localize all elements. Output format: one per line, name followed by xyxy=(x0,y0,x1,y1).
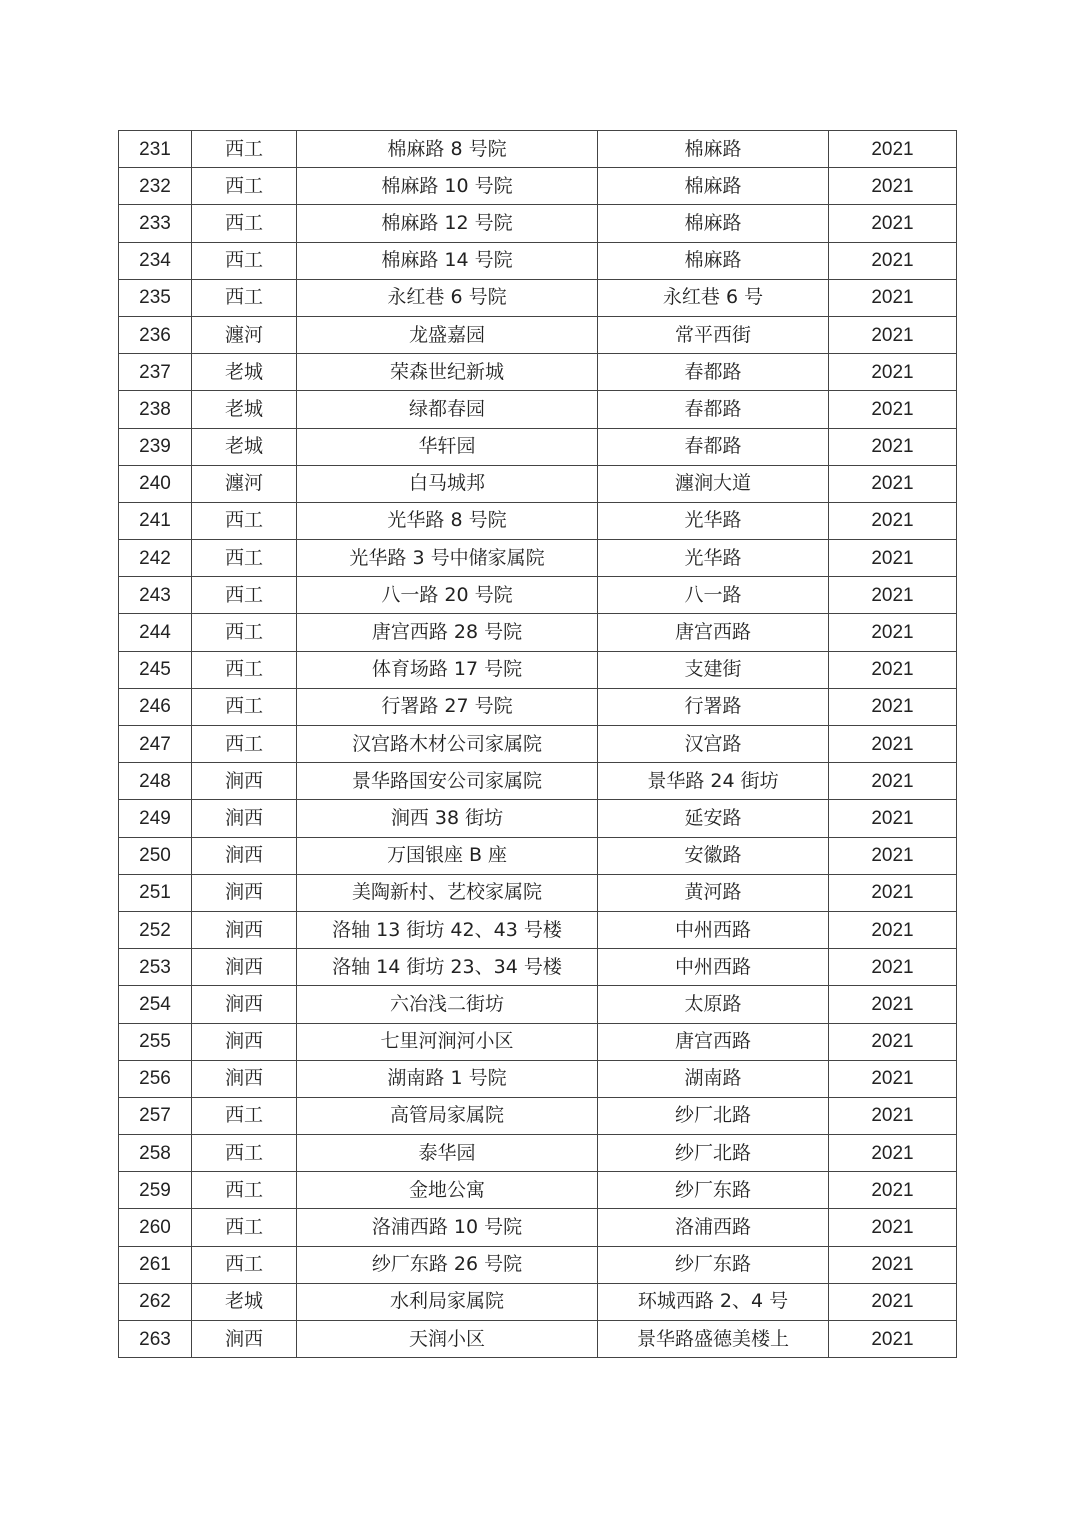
community-name-cell: 永红巷 6 号院 xyxy=(297,279,598,316)
district-cell: 涧西 xyxy=(192,1023,297,1060)
table-row xyxy=(119,614,957,651)
location-cell: 永红巷 6 号 xyxy=(598,279,829,316)
year-cell: 2021 xyxy=(829,279,957,316)
year-cell: 2021 xyxy=(829,1097,957,1134)
district-cell: 西工 xyxy=(192,1097,297,1134)
district-cell: 西工 xyxy=(192,168,297,205)
year-cell: 2021 xyxy=(829,502,957,539)
district-cell: 西工 xyxy=(192,577,297,614)
location-cell: 唐宫西路 xyxy=(598,614,829,651)
table-row xyxy=(119,1097,957,1134)
community-name-cell: 洛轴 13 街坊 42、43 号楼 xyxy=(297,911,598,948)
row-number-cell: 240 xyxy=(119,465,192,502)
table-row xyxy=(119,1135,957,1172)
year-cell: 2021 xyxy=(829,316,957,353)
location-cell: 中州西路 xyxy=(598,911,829,948)
table-row xyxy=(119,131,957,168)
location-cell: 中州西路 xyxy=(598,949,829,986)
row-number-cell: 261 xyxy=(119,1246,192,1283)
community-name-cell: 体育场路 17 号院 xyxy=(297,651,598,688)
row-number-cell: 235 xyxy=(119,279,192,316)
row-number-cell: 251 xyxy=(119,874,192,911)
location-cell: 唐宫西路 xyxy=(598,1023,829,1060)
location-cell: 环城西路 2、4 号 xyxy=(598,1283,829,1320)
location-cell: 湖南路 xyxy=(598,1060,829,1097)
location-cell: 棉麻路 xyxy=(598,242,829,279)
community-name-cell: 万国银座 B 座 xyxy=(297,837,598,874)
district-cell: 老城 xyxy=(192,1283,297,1320)
location-cell: 支建街 xyxy=(598,651,829,688)
community-name-cell: 棉麻路 14 号院 xyxy=(297,242,598,279)
location-cell: 太原路 xyxy=(598,986,829,1023)
community-name-cell: 金地公寓 xyxy=(297,1172,598,1209)
district-cell: 西工 xyxy=(192,205,297,242)
community-name-cell: 六冶浅二街坊 xyxy=(297,986,598,1023)
table-row xyxy=(119,1246,957,1283)
row-number-cell: 232 xyxy=(119,168,192,205)
row-number-cell: 234 xyxy=(119,242,192,279)
community-name-cell: 湖南路 1 号院 xyxy=(297,1060,598,1097)
community-name-cell: 华轩园 xyxy=(297,428,598,465)
district-cell: 西工 xyxy=(192,502,297,539)
community-name-cell: 洛轴 14 街坊 23、34 号楼 xyxy=(297,949,598,986)
table-row xyxy=(119,726,957,763)
community-name-cell: 泰华园 xyxy=(297,1135,598,1172)
community-name-cell: 光华路 8 号院 xyxy=(297,502,598,539)
community-name-cell: 行署路 27 号院 xyxy=(297,688,598,725)
row-number-cell: 242 xyxy=(119,540,192,577)
year-cell: 2021 xyxy=(829,651,957,688)
district-cell: 老城 xyxy=(192,391,297,428)
community-name-cell: 棉麻路 8 号院 xyxy=(297,131,598,168)
year-cell: 2021 xyxy=(829,577,957,614)
district-cell: 涧西 xyxy=(192,986,297,1023)
year-cell: 2021 xyxy=(829,949,957,986)
district-cell: 西工 xyxy=(192,131,297,168)
table-row xyxy=(119,242,957,279)
year-cell: 2021 xyxy=(829,614,957,651)
location-cell: 黄河路 xyxy=(598,874,829,911)
location-cell: 延安路 xyxy=(598,800,829,837)
location-cell: 纱厂北路 xyxy=(598,1135,829,1172)
row-number-cell: 250 xyxy=(119,837,192,874)
row-number-cell: 260 xyxy=(119,1209,192,1246)
year-cell: 2021 xyxy=(829,1023,957,1060)
location-cell: 景华路盛德美楼上 xyxy=(598,1321,829,1358)
district-cell: 涧西 xyxy=(192,1321,297,1358)
table-row xyxy=(119,205,957,242)
community-name-cell: 水利局家属院 xyxy=(297,1283,598,1320)
district-cell: 涧西 xyxy=(192,800,297,837)
location-cell: 棉麻路 xyxy=(598,205,829,242)
community-name-cell: 八一路 20 号院 xyxy=(297,577,598,614)
year-cell: 2021 xyxy=(829,986,957,1023)
row-number-cell: 255 xyxy=(119,1023,192,1060)
community-table xyxy=(118,130,957,1358)
location-cell: 八一路 xyxy=(598,577,829,614)
district-cell: 涧西 xyxy=(192,949,297,986)
year-cell: 2021 xyxy=(829,911,957,948)
row-number-cell: 237 xyxy=(119,354,192,391)
table-row xyxy=(119,168,957,205)
location-cell: 春都路 xyxy=(598,391,829,428)
community-name-cell: 棉麻路 12 号院 xyxy=(297,205,598,242)
row-number-cell: 248 xyxy=(119,763,192,800)
district-cell: 瀍河 xyxy=(192,465,297,502)
community-name-cell: 绿都春园 xyxy=(297,391,598,428)
community-name-cell: 唐宫西路 28 号院 xyxy=(297,614,598,651)
table-row xyxy=(119,540,957,577)
table-row xyxy=(119,1209,957,1246)
location-cell: 瀍涧大道 xyxy=(598,465,829,502)
row-number-cell: 249 xyxy=(119,800,192,837)
community-name-cell: 棉麻路 10 号院 xyxy=(297,168,598,205)
district-cell: 涧西 xyxy=(192,911,297,948)
location-cell: 纱厂东路 xyxy=(598,1246,829,1283)
location-cell: 洛浦西路 xyxy=(598,1209,829,1246)
row-number-cell: 246 xyxy=(119,688,192,725)
row-number-cell: 239 xyxy=(119,428,192,465)
location-cell: 纱厂北路 xyxy=(598,1097,829,1134)
year-cell: 2021 xyxy=(829,540,957,577)
community-name-cell: 洛浦西路 10 号院 xyxy=(297,1209,598,1246)
year-cell: 2021 xyxy=(829,131,957,168)
location-cell: 棉麻路 xyxy=(598,168,829,205)
year-cell: 2021 xyxy=(829,1060,957,1097)
row-number-cell: 258 xyxy=(119,1135,192,1172)
row-number-cell: 243 xyxy=(119,577,192,614)
community-name-cell: 景华路国安公司家属院 xyxy=(297,763,598,800)
table-row xyxy=(119,391,957,428)
table-row xyxy=(119,763,957,800)
row-number-cell: 247 xyxy=(119,726,192,763)
table-row xyxy=(119,1060,957,1097)
table-row xyxy=(119,837,957,874)
table-row xyxy=(119,874,957,911)
location-cell: 安徽路 xyxy=(598,837,829,874)
location-cell: 棉麻路 xyxy=(598,131,829,168)
table-row xyxy=(119,316,957,353)
table-row xyxy=(119,279,957,316)
community-name-cell: 龙盛嘉园 xyxy=(297,316,598,353)
year-cell: 2021 xyxy=(829,1246,957,1283)
district-cell: 西工 xyxy=(192,1172,297,1209)
district-cell: 涧西 xyxy=(192,874,297,911)
district-cell: 西工 xyxy=(192,1246,297,1283)
table-row xyxy=(119,986,957,1023)
community-name-cell: 汉宫路木材公司家属院 xyxy=(297,726,598,763)
location-cell: 汉宫路 xyxy=(598,726,829,763)
table-row xyxy=(119,354,957,391)
district-cell: 涧西 xyxy=(192,1060,297,1097)
row-number-cell: 245 xyxy=(119,651,192,688)
year-cell: 2021 xyxy=(829,1209,957,1246)
district-cell: 西工 xyxy=(192,726,297,763)
table-row xyxy=(119,1023,957,1060)
community-name-cell: 纱厂东路 26 号院 xyxy=(297,1246,598,1283)
row-number-cell: 257 xyxy=(119,1097,192,1134)
district-cell: 瀍河 xyxy=(192,316,297,353)
district-cell: 西工 xyxy=(192,540,297,577)
table-row xyxy=(119,1321,957,1358)
district-cell: 西工 xyxy=(192,651,297,688)
district-cell: 西工 xyxy=(192,688,297,725)
district-cell: 涧西 xyxy=(192,837,297,874)
table-row xyxy=(119,1283,957,1320)
year-cell: 2021 xyxy=(829,168,957,205)
year-cell: 2021 xyxy=(829,1172,957,1209)
row-number-cell: 253 xyxy=(119,949,192,986)
row-number-cell: 259 xyxy=(119,1172,192,1209)
location-cell: 春都路 xyxy=(598,354,829,391)
community-name-cell: 光华路 3 号中储家属院 xyxy=(297,540,598,577)
community-name-cell: 天润小区 xyxy=(297,1321,598,1358)
year-cell: 2021 xyxy=(829,763,957,800)
district-cell: 老城 xyxy=(192,354,297,391)
table-row xyxy=(119,911,957,948)
row-number-cell: 263 xyxy=(119,1321,192,1358)
location-cell: 光华路 xyxy=(598,502,829,539)
table-body xyxy=(119,131,957,1358)
table-row xyxy=(119,949,957,986)
year-cell: 2021 xyxy=(829,800,957,837)
community-name-cell: 涧西 38 街坊 xyxy=(297,800,598,837)
district-cell: 西工 xyxy=(192,1209,297,1246)
community-name-cell: 白马城邦 xyxy=(297,465,598,502)
table-row xyxy=(119,577,957,614)
year-cell: 2021 xyxy=(829,465,957,502)
row-number-cell: 231 xyxy=(119,131,192,168)
table-row xyxy=(119,688,957,725)
district-cell: 西工 xyxy=(192,1135,297,1172)
table-row xyxy=(119,651,957,688)
location-cell: 光华路 xyxy=(598,540,829,577)
district-cell: 西工 xyxy=(192,279,297,316)
table-row xyxy=(119,465,957,502)
year-cell: 2021 xyxy=(829,428,957,465)
district-cell: 涧西 xyxy=(192,763,297,800)
row-number-cell: 254 xyxy=(119,986,192,1023)
row-number-cell: 244 xyxy=(119,614,192,651)
community-name-cell: 七里河涧河小区 xyxy=(297,1023,598,1060)
district-cell: 西工 xyxy=(192,614,297,651)
location-cell: 纱厂东路 xyxy=(598,1172,829,1209)
location-cell: 行署路 xyxy=(598,688,829,725)
year-cell: 2021 xyxy=(829,1321,957,1358)
table-row xyxy=(119,502,957,539)
row-number-cell: 252 xyxy=(119,911,192,948)
row-number-cell: 233 xyxy=(119,205,192,242)
table-row xyxy=(119,800,957,837)
year-cell: 2021 xyxy=(829,1283,957,1320)
year-cell: 2021 xyxy=(829,205,957,242)
year-cell: 2021 xyxy=(829,242,957,279)
row-number-cell: 262 xyxy=(119,1283,192,1320)
location-cell: 常平西街 xyxy=(598,316,829,353)
year-cell: 2021 xyxy=(829,688,957,725)
year-cell: 2021 xyxy=(829,726,957,763)
year-cell: 2021 xyxy=(829,354,957,391)
row-number-cell: 241 xyxy=(119,502,192,539)
district-cell: 老城 xyxy=(192,428,297,465)
community-name-cell: 荣森世纪新城 xyxy=(297,354,598,391)
year-cell: 2021 xyxy=(829,837,957,874)
row-number-cell: 236 xyxy=(119,316,192,353)
district-cell: 西工 xyxy=(192,242,297,279)
table-row xyxy=(119,428,957,465)
row-number-cell: 256 xyxy=(119,1060,192,1097)
year-cell: 2021 xyxy=(829,1135,957,1172)
location-cell: 景华路 24 街坊 xyxy=(598,763,829,800)
row-number-cell: 238 xyxy=(119,391,192,428)
location-cell: 春都路 xyxy=(598,428,829,465)
year-cell: 2021 xyxy=(829,874,957,911)
community-name-cell: 美陶新村、艺校家属院 xyxy=(297,874,598,911)
table-row xyxy=(119,1172,957,1209)
year-cell: 2021 xyxy=(829,391,957,428)
community-name-cell: 高管局家属院 xyxy=(297,1097,598,1134)
